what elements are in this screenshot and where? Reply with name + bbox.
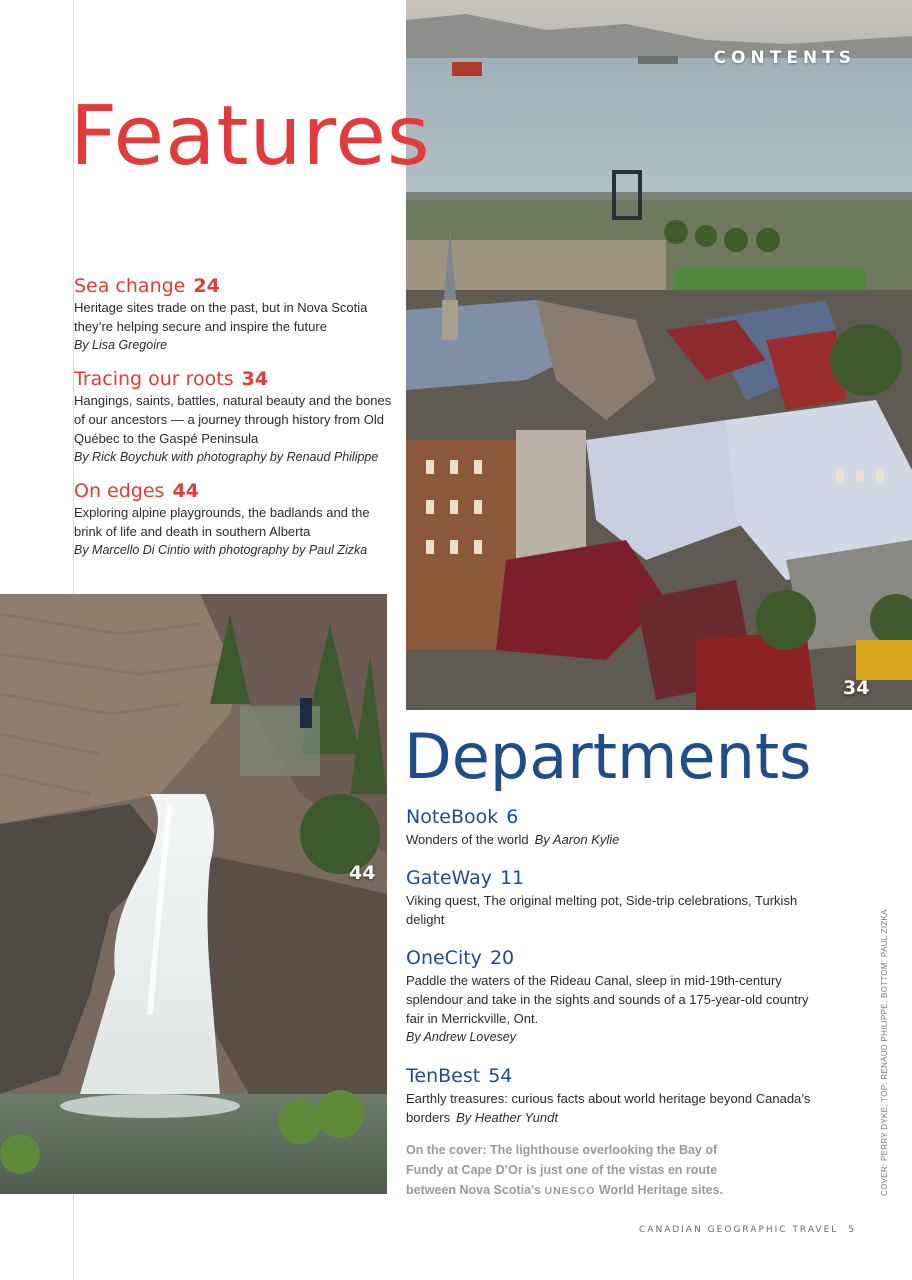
departments-list: [406, 804, 816, 1143]
department-title: [406, 945, 816, 971]
feature-title-text: Sea change: [74, 275, 186, 297]
feature-title-text: Tracing our roots: [74, 368, 234, 390]
features-list: [74, 274, 394, 572]
department-page-number: 54: [488, 1065, 513, 1087]
department-item: [406, 804, 816, 849]
feature-byline: By Lisa Gregoire: [74, 338, 168, 352]
waterfall-photo: [0, 594, 387, 1194]
feature-item: [74, 479, 394, 560]
department-title: [406, 1063, 816, 1089]
department-description: [406, 830, 816, 849]
photo-page-number: 34: [843, 677, 870, 699]
photo-credit: COVER: PERRY DYKE; TOP: RENAUD PHILIPPE; BOTTOM: PAUL ZIZKA: [880, 909, 889, 1196]
feature-item: [74, 274, 394, 355]
section-label: CONTENTS: [713, 48, 856, 68]
publication-name: CANADIAN GEOGRAPHIC TRAVEL: [639, 1225, 839, 1235]
feature-page-number: 34: [241, 368, 269, 390]
feature-description: Hangings, saints, battles, natural beauty and the bones of our ancestors — a journey through history from Old Québec to the Gaspé Peninsula: [74, 393, 392, 446]
department-byline: By Heather Yundt: [456, 1110, 558, 1125]
old-quebec-photo: [406, 0, 912, 710]
cover-note: [406, 1140, 726, 1201]
feature-title: [74, 479, 394, 503]
department-title-text: OneCity: [406, 947, 482, 969]
feature-item: [74, 367, 394, 467]
feature-title: [74, 274, 394, 298]
department-item: [406, 1063, 816, 1127]
feature-description: Heritage sites trade on the past, but in Nova Scotia they’re helping secure and inspire the future: [74, 300, 368, 334]
feature-title: [74, 367, 394, 391]
department-title: [406, 865, 816, 891]
old-quebec-illustration: [406, 0, 912, 710]
department-item: [406, 945, 816, 1047]
cover-note-text: On the cover: The lighthouse overlooking the Bay of Fundy at Cape D’Or is just one of the vistas en route between Nova Scotia’s: [406, 1143, 718, 1197]
feature-title-text: On edges: [74, 480, 165, 502]
cover-note-text-end: World Heritage sites.: [595, 1183, 724, 1197]
department-title-text: NoteBook: [406, 806, 499, 828]
departments-heading: Departments: [404, 720, 812, 793]
department-description-text: Wonders of the world: [406, 832, 529, 847]
department-page-number: 20: [489, 947, 515, 969]
waterfall-illustration: [0, 594, 387, 1194]
department-title-text: GateWay: [406, 867, 492, 889]
department-page-number: 6: [506, 806, 519, 828]
department-description: [406, 1089, 816, 1127]
department-byline: By Andrew Lovesey: [406, 1030, 517, 1044]
department-description: Paddle the waters of the Rideau Canal, sleep in mid-19th-century splendour and take in the sights and sounds of a 175-year-old country fair in Merrickville, Ont.: [406, 973, 809, 1026]
page-footer: [639, 1225, 854, 1235]
department-description-text: Earthly treasures: curious facts about world heritage beyond Canada’s borders: [406, 1091, 811, 1125]
feature-byline: By Marcello Di Cintio with photography by Paul Zizka: [74, 543, 368, 557]
photo-page-number: 44: [349, 862, 376, 884]
department-title-text: TenBest: [406, 1065, 481, 1087]
department-description: Viking quest, The original melting pot, Side-trip celebrations, Turkish delight: [406, 893, 798, 927]
cover-note-acronym: UNESCO: [544, 1185, 596, 1197]
feature-page-number: 44: [172, 480, 199, 502]
feature-page-number: 24: [193, 275, 220, 297]
department-page-number: 11: [499, 867, 525, 889]
department-title: [406, 804, 816, 830]
page-number: 5: [848, 1225, 854, 1235]
department-byline: By Aaron Kylie: [534, 832, 620, 847]
department-item: [406, 865, 816, 929]
feature-description: Exploring alpine playgrounds, the badlands and the brink of life and death in southern Alberta: [74, 505, 370, 539]
features-heading: Features: [70, 89, 431, 184]
feature-byline: By Rick Boychuk with photography by Renaud Philippe: [74, 450, 379, 464]
